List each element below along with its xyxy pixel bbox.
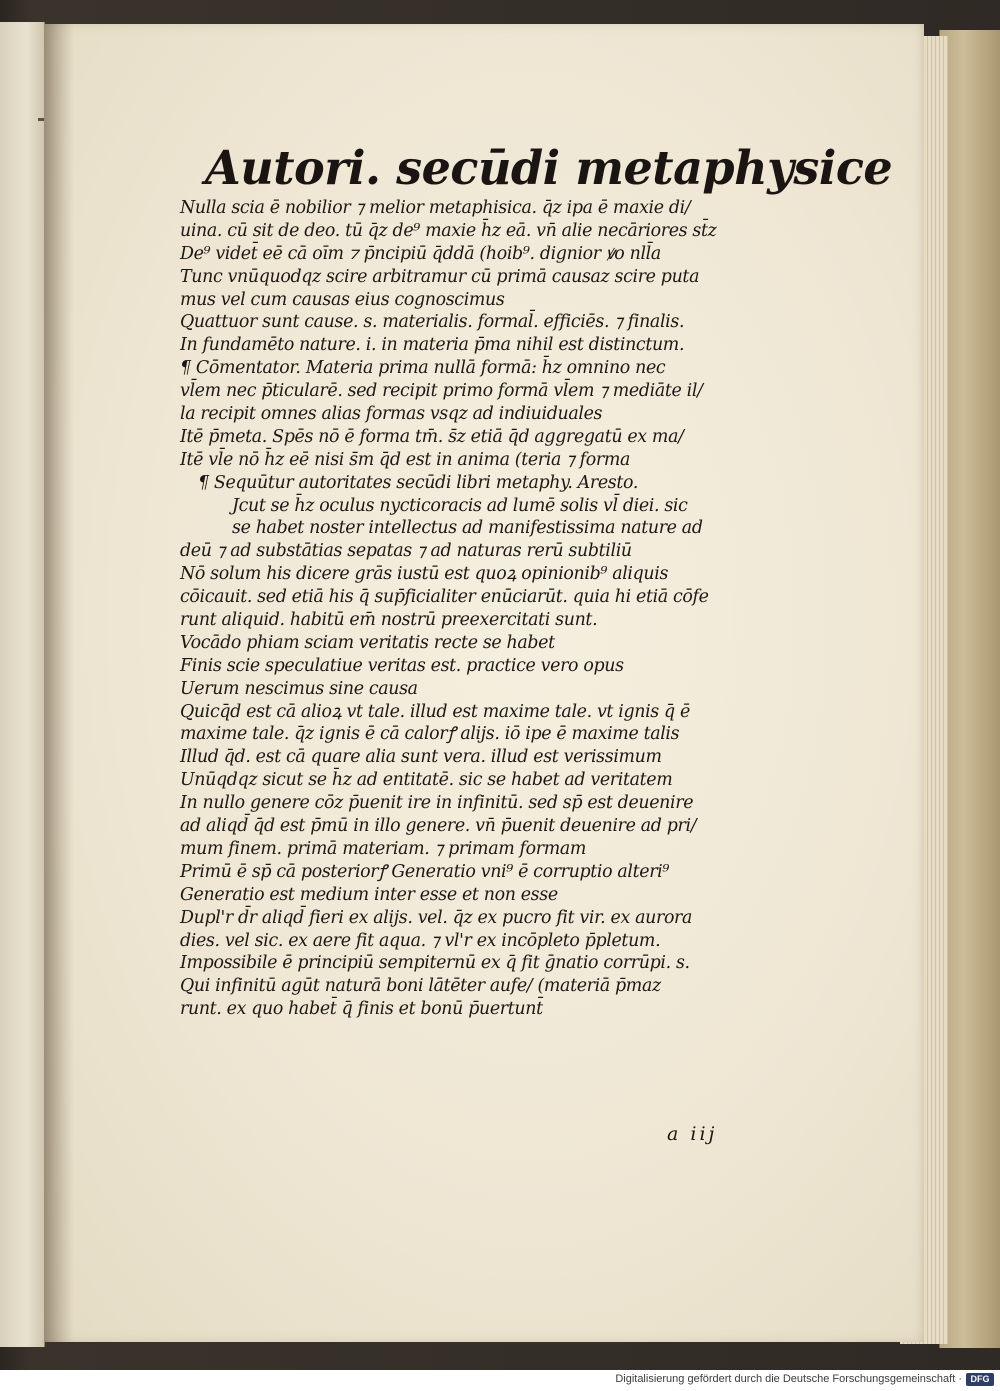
text-line: runt. ex quo habet̄ q̄ finis et bonū p̄uertunt̄ xyxy=(180,999,543,1020)
text-line: Quicq̄d est cā alioꝝ vt tale. illud est maxime tale. vt ignis q̄ ē xyxy=(180,701,690,722)
text-line: Finis scie speculatiue veritas est. practice vero opus xyxy=(180,655,624,676)
right-cover-board xyxy=(939,30,1000,1348)
dfg-logo-icon: DFG xyxy=(966,1373,994,1386)
text-line: Itē vl̄e nō h̄z eē nisi s̄m q̄d est in anima (teria ⁊ forma xyxy=(180,449,630,470)
text-line: Uerum nescimus sine causa xyxy=(180,678,418,699)
text-line: mum finem. primā materiam. ⁊ primam formam xyxy=(180,838,586,859)
text-line: De⁹ videt̄ eē cā oīm ⁊ p̄ncipiū q̄ddā (hoib⁹. dignior ꝟo nll̄a xyxy=(180,243,661,264)
text-line: In nullo genere cōz p̄uenit ire in infinitū. sed sp̄ est deuenire xyxy=(180,793,694,814)
signature-mark: a iij xyxy=(667,1123,718,1145)
text-line: Vocādo phiam sciam veritatis recte se habet xyxy=(180,632,555,653)
text-line: la recipit omnes alias formas vsqz ad indiuiduales xyxy=(180,404,603,425)
text-line: ¶ Sequūtur autoritates secūdi libri metaphy. Aresto. xyxy=(198,472,639,493)
text-line: Itē p̄meta. Spēs nō ē forma tm̄. s̄z etiā q̄d aggregatū ex ma/ xyxy=(180,426,684,447)
text-line: se habet noster intellectus ad manifestissima nature ad xyxy=(232,518,703,539)
text-line: Dupl'r d̄r aliqd̄ fieri ex alijs. vel. q̄z ex pucro fit vir. ex aurora xyxy=(180,907,693,928)
text-line: ¶ Cōmentator. Materia prima nullā formā: h̄z omnino nec xyxy=(180,358,666,379)
text-line: maxime tale. q̄z ignis ē cā calorꝭ alijs. iō ipe ē maxime talis xyxy=(180,724,680,745)
text-line: Jcut se h̄z oculus nycticoracis ad lumē solis vl̄ diei. sic xyxy=(232,495,688,516)
text-line: Quattuor sunt cause. s. materialis. formal̄. efficiēs. ⁊ finalis. xyxy=(180,312,685,333)
text-line: dies. vel sic. ex aere fit aqua. ⁊ vl'r ex incōpleto p̄pletum. xyxy=(180,930,661,951)
text-line: Impossibile ē principiū sempiternū ex q̄ fit ḡnatio corrūpi. s. xyxy=(180,953,690,974)
text-line: Illud q̄d. est cā quare alia sunt vera. illud est verissimum xyxy=(180,747,662,768)
text-line: In fundamēto nature. i. in materia p̄ma nihil est distinctum. xyxy=(180,335,685,356)
text-line: uina. cū sit de deo. tū q̄z de⁹ maxie h̄z eā. vn̄ alie necāriores st̄z xyxy=(180,220,717,241)
gutter-shadow xyxy=(44,24,74,1342)
text-line: deū ⁊ ad substātias sepatas ⁊ ad naturas rerū subtiliū xyxy=(180,541,632,562)
text-line: runt aliquid. habitū em̄ nostrū preexercitati sunt. xyxy=(180,610,598,631)
text-line: vl̄em nec p̄ticularē. sed recipit primo formā vl̄em ⁊ mediāte il/ xyxy=(180,381,703,402)
page-heading: Autori. secūdi metaphysice xyxy=(205,141,893,196)
footer-credit: Digitalisierung gefördert durch die Deutsche Forschungsgemeinschaft · xyxy=(615,1373,962,1385)
text-line: ad aliqd̄ q̄d est p̄mū in illo genere. vn̄ p̄uenit deuenire ad pri/ xyxy=(180,816,697,837)
left-page-edge xyxy=(0,22,45,1347)
text-line: Generatio est medium inter esse et non esse xyxy=(180,884,558,905)
text-line: Tunc vnūquodqz scire arbitramur cū primā causaz scire puta xyxy=(180,266,700,287)
text-line: Unūqdqz sicut se h̄z ad entitatē. sic se habet ad veritatem xyxy=(180,770,673,791)
text-line: Nō solum his dicere grās iustū est quoꝝ opinionib⁹ aliquis xyxy=(180,564,669,585)
text-line: Primū ē sp̄ cā posteriorꝭ Generatio vni⁹ ē corruptio alteri⁹ xyxy=(180,861,670,882)
text-line: Nulla scia ē nobilior ⁊ melior metaphisica. q̄z ipa ē maxie di/ xyxy=(180,198,691,218)
text-body xyxy=(180,197,765,1021)
text-line: mus vel cum causas eius cognoscimus xyxy=(180,289,505,310)
text-line: Qui infinitū agūt naturā boni lātēter aufe/ (materiā p̄maz xyxy=(180,976,661,997)
text-line: cōicauit. sed etiā his q̄ sup̄ficialiter enūciarūt. quia hi etiā cōfe xyxy=(180,587,709,608)
